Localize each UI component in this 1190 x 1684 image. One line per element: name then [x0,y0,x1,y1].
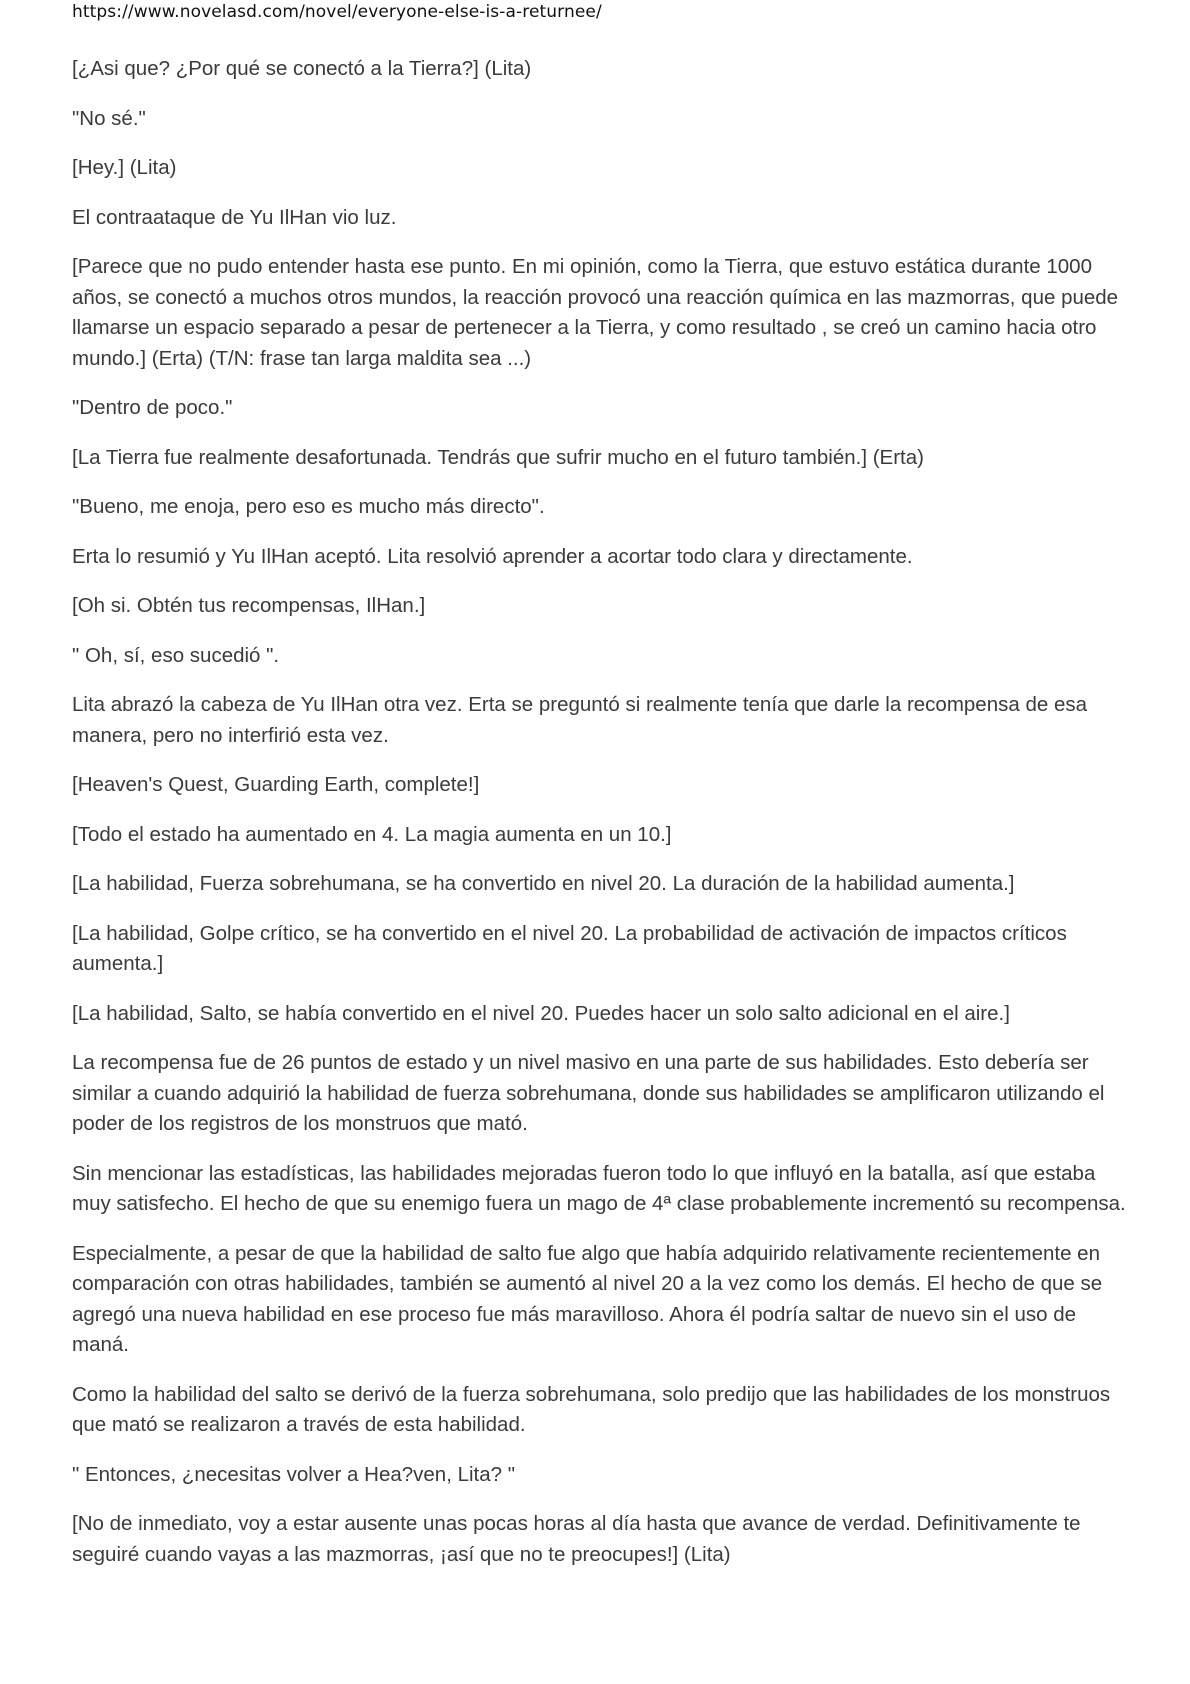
page-url: https://www.novelasd.com/novel/everyone-else-is-a-returnee/ [72,2,602,22]
paragraph: " Oh, sí, eso sucedió ". [72,643,280,667]
paragraph: "Bueno, me enoja, pero eso es mucho más directo". [72,495,545,518]
paragraph: "Dentro de poco." [72,396,233,419]
paragraph: El contraataque de Yu IlHan vio luz. [72,205,397,229]
paragraph: Especialmente, a pesar de que la habilidad de salto fue algo que había adquirido relativamente recientemente en comparación con otras habilidades, también se aumentó al nivel 20 a la vez como los demás. El hecho de que se agregó una nueva habilidad en ese proceso fue más maravilloso. Ahora él podría saltar de nuevo sin el uso de maná. [72,1241,1103,1356]
paragraph: [Todo el estado ha aumentado en 4. La magia aumenta en un 10.] [72,822,672,846]
paragraph: [Oh si. Obtén tus recompensas, IlHan.] [72,594,426,617]
paragraph: [La habilidad, Golpe crítico, se ha convertido en el nivel 20. La probabilidad de activación de impactos críticos aumenta.] [72,921,1067,975]
document-body [72,54,1132,1589]
paragraph: " Entonces, ¿necesitas volver a Hea?ven, Lita? " [72,1462,516,1486]
paragraph: Erta lo resumió y Yu IlHan aceptó. Lita resolvió aprender a acortar todo clara y directamente. [72,544,913,568]
paragraph: [No de inmediato, voy a estar ausente unas pocas horas al día hasta que avance de verdad. Definitivamente te seguiré cuando vayas a las mazmorras, ¡así que no te preocupes!] (Lita) [72,1512,1081,1566]
paragraph: "No sé." [72,106,146,130]
paragraph: [¿Asi que? ¿Por qué se conectó a la Tierra?] (Lita) [72,57,532,80]
paragraph: Sin mencionar las estadísticas, las habilidades mejoradas fueron todo lo que influyó en la batalla, así que estaba muy satisfecho. El hecho de que su enemigo fuera un mago de 4ª clase probablemente incrementó su recompensa. [72,1161,1126,1215]
paragraph: Lita abrazó la cabeza de Yu IlHan otra vez. Erta se preguntó si realmente tenía que darle la recompensa de esa manera, pero no interfirió esta vez. [72,693,1088,747]
paragraph: [La habilidad, Fuerza sobrehumana, se ha convertido en nivel 20. La duración de la habilidad aumenta.] [72,872,1015,895]
paragraph: [Heaven's Quest, Guarding Earth, complete!] [72,773,480,796]
paragraph: [La habilidad, Salto, se había convertido en el nivel 20. Puedes hacer un solo salto adicional en el aire.] [72,1001,1010,1025]
paragraph: [Hey.] (Lita) [72,156,177,179]
paragraph: [La Tierra fue realmente desafortunada. Tendrás que sufrir mucho en el futuro también.] (Erta) [72,445,924,469]
paragraph: Como la habilidad del salto se derivó de la fuerza sobrehumana, solo predijo que las habilidades de los monstruos que mató se realizaron a través de esta habilidad. [72,1382,1111,1436]
paragraph: [Parece que no pudo entender hasta ese punto. En mi opinión, como la Tierra, que estuvo estática durante 1000 años, se conectó a muchos otros mundos, la reacción provocó una reacción química en las mazmorras, que puede llamarse un espacio separado a pesar de pertenecer a la Tierra, y como resultado , se creó un camino hacia otro mundo.] (Erta) (T/N: frase tan larga maldita sea ...) [72,255,1119,370]
paragraph: La recompensa fue de 26 puntos de estado y un nivel masivo en una parte de sus habilidades. Esto debería ser similar a cuando adquirió la habilidad de fuerza sobrehumana, donde sus habilidades se amplificaron utilizando el poder de los registros de los monstruos que mató. [72,1051,1105,1135]
